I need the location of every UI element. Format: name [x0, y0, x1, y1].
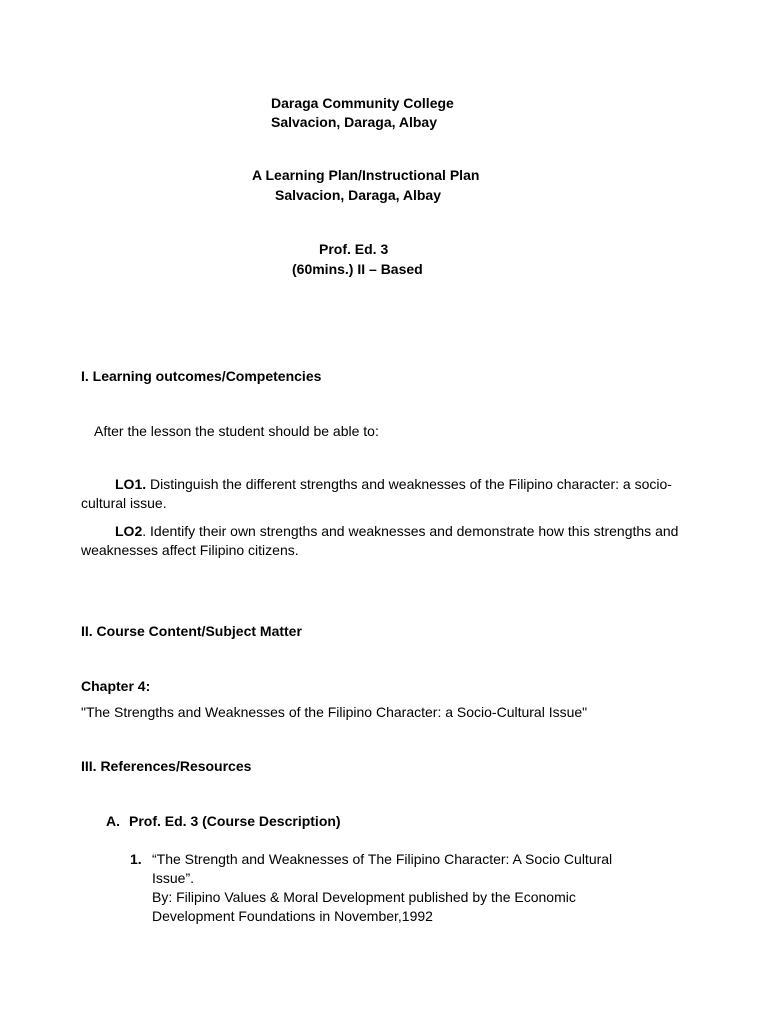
- reference-title-line-2: Issue”.: [152, 870, 195, 886]
- section-heading-course-content: II. Course Content/Subject Matter: [81, 623, 302, 639]
- learning-outcome-1: [81, 475, 681, 513]
- outcome-label: LO1.: [115, 476, 147, 492]
- reference-source-line-2: Development Foundations in November,1992: [152, 908, 433, 924]
- reference-title-line-1: “The Strength and Weaknesses of The Filipino Character: A Socio Cultural: [152, 851, 613, 867]
- outcome-text: Distinguish the different strengths and weaknesses of the Filipino character: a socio-cultural issue.: [81, 476, 672, 511]
- plan-title: A Learning Plan/Instructional Plan: [252, 167, 480, 183]
- chapter-title: "The Strengths and Weaknesses of the Filipino Character: a Socio-Cultural Issue": [81, 704, 588, 720]
- reference-group-marker: A.: [106, 813, 120, 829]
- reference-item-marker: 1.: [130, 851, 142, 867]
- course-code: Prof. Ed. 3: [319, 241, 389, 257]
- outcomes-intro: After the lesson the student should be able to:: [94, 423, 379, 439]
- college-address: Salvacion, Daraga, Albay: [271, 114, 437, 130]
- learning-outcome-2: [81, 522, 681, 560]
- reference-source-line-1: By: Filipino Values & Moral Development published by the Economic: [152, 889, 576, 905]
- plan-address: Salvacion, Daraga, Albay: [275, 187, 441, 203]
- outcome-label: LO2: [115, 523, 143, 539]
- reference-group-title: Prof. Ed. 3 (Course Description): [129, 813, 341, 829]
- chapter-label: Chapter 4:: [81, 678, 151, 694]
- section-heading-learning-outcomes: I. Learning outcomes/Competencies: [81, 368, 322, 384]
- college-name: Daraga Community College: [271, 95, 454, 111]
- course-duration: (60mins.) II – Based: [292, 261, 423, 277]
- section-heading-references: III. References/Resources: [81, 758, 252, 774]
- outcome-text: . Identify their own strengths and weaknesses and demonstrate how this strengths and weaknesses affect Filipino citizens.: [81, 523, 679, 558]
